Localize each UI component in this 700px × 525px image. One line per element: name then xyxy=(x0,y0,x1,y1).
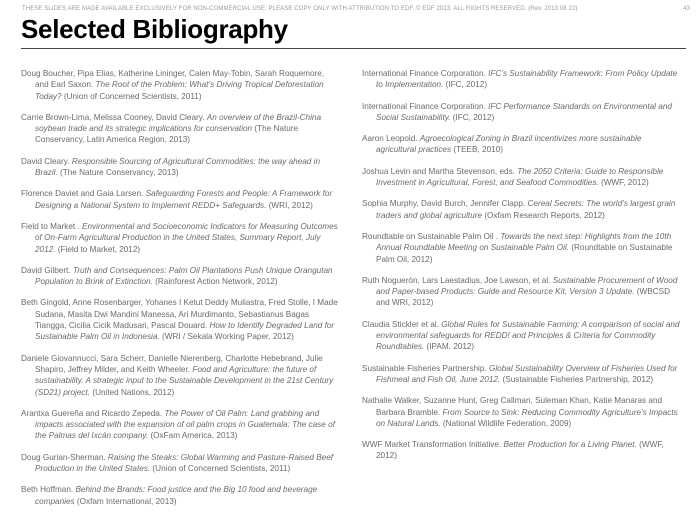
entry-authors: WWF Market Transformation Initiative. xyxy=(362,440,504,450)
entry-title: IFC’s Sustainability Framework: From Policy Update to Implementation. xyxy=(376,69,678,90)
bibliography-entry xyxy=(21,408,339,442)
bibliography-entry xyxy=(21,353,339,398)
entry-title: IFC Performance Standards on Environmental and Social Sustainability. xyxy=(376,101,672,122)
page-number: 43 xyxy=(683,6,690,12)
entry-title: An overview of the Brazil-China soybean trade and its strategic implications for conservation xyxy=(35,112,322,134)
entry-authors: Nathalie Walker, Suzanne Hunt, Greg Callman, Suleman Khan, Katie Manaras and Barbara Bramble. xyxy=(362,396,663,417)
entry-publisher: (Union of Concerned Scientists, 2011) xyxy=(150,464,291,474)
entry-authors: Doug Boucher, Pipa Elias, Katherine Lininger, Calen May-Tobin, Sarah Roquemore, and Earl Saxon. xyxy=(21,69,325,90)
entry-authors: Field to Market . xyxy=(21,221,82,231)
entry-authors: Roundtable on Sustainable Palm Oil . xyxy=(362,231,501,241)
entry-authors: Aaron Leopold. xyxy=(362,134,420,144)
entry-authors: International Finance Corporation. xyxy=(362,69,489,78)
entry-title: Better Production for a Living Planet. xyxy=(503,440,637,450)
entry-title: Responsible Sourcing of Agricultural Commodities: the way ahead in Brazil. xyxy=(35,156,320,178)
entry-publisher: (National Wildlife Federation, 2009) xyxy=(440,418,572,428)
entry-title: How to Identify Degraded Land for Sustainable Palm Oil in Indonesia. xyxy=(35,321,335,342)
bibliography-entry xyxy=(362,231,682,265)
bibliography-entry xyxy=(362,395,682,429)
entry-title: Behind the Brands: Food justice and the Big 10 food and beverage companies xyxy=(35,485,318,506)
copyright-notice: THESE SLIDES ARE MADE AVAILABLE EXCLUSIVELY FOR NON-COMMERCIAL USE. PLEASE COPY ONLY WITH ATTRIBUTION TO EDF. © EDF 2013. ALL RIGHTS RESERVED. (Rev. 2013 08 22) xyxy=(22,6,578,12)
entry-authors: Joshua Levin and Martha Stevenson, eds. xyxy=(362,166,518,176)
bibliography-entry xyxy=(21,484,339,507)
entry-title: Global Sustainability Overview of Fisheries Used for Fishmeal and Fish Oil, June 2012. xyxy=(376,363,678,384)
bibliography-entry xyxy=(21,221,339,255)
entry-title: Environmental and Socioeconomic Indicators for Measuring Outcomes of On-Farm Agricultural Production in the United States, Summary Report, July 2012. xyxy=(35,221,338,254)
entry-authors: Arantxa Guereña and Ricardo Zepeda. xyxy=(21,408,165,418)
entry-authors: Sustainable Fisheries Partnership. xyxy=(362,363,489,373)
bibliography-entry xyxy=(362,166,682,189)
entry-authors: Carrie Brown-Lima, Melissa Cooney, David Cleary. xyxy=(21,112,207,122)
bibliography-right-column xyxy=(362,68,682,472)
entry-publisher: (WBCSD and WRI, 2012) xyxy=(376,287,671,308)
entry-authors: International Finance Corporation. xyxy=(362,101,489,111)
bibliography-entry xyxy=(362,68,682,91)
entry-publisher: (Union of Concerned Scientists, 2011) xyxy=(61,91,202,101)
entry-authors: Doug Gurian-Sherman. xyxy=(21,452,108,462)
entry-publisher: (The Nature Conservancy, 2013) xyxy=(57,168,179,178)
entry-title: The Power of Oil Palm: Land grabbing and impacts associated with the expansion of oil palm crops in Guatemala: The case of the Palmas del Ixcán company. xyxy=(35,408,335,441)
entry-publisher: (The Nature Conservancy, Latin America Region, 2013) xyxy=(35,124,299,145)
bibliography-entry xyxy=(362,319,682,353)
entry-title: Global Rules for Sustainable Farming: A comparison of social and environmental safeguards for REDD! and Principles & Criteria for Commodity Roundtables. xyxy=(376,319,680,352)
entry-title: Cereal Secrets: The world’s largest grain traders and global agriculture xyxy=(376,199,676,220)
entry-authors: David Gilbert. xyxy=(21,265,73,275)
entry-authors: Ruth Noguerón, Lars Laestadius, Joe Lawson, et al. xyxy=(362,275,553,285)
bibliography-entry xyxy=(362,439,682,462)
entry-publisher: (IFC, 2012) xyxy=(443,80,488,90)
entry-title: Towards the next step: Highlights from the 10th Annual Roundtable Meeting on Sustainable Palm Oil. xyxy=(376,231,672,253)
bibliography-entry xyxy=(362,133,682,156)
entry-title: Truth and Consequences: Palm Oil Plantations Push Unique Orangutan Population to Brink of Extinction. xyxy=(35,265,333,287)
entry-title: The 2050 Criteria: Guide to Responsible Investment in Agricultural, Forest, and Seafood Commodities. xyxy=(376,166,664,188)
entry-publisher: (OxFam America, 2013) xyxy=(148,431,238,441)
bibliography-entry xyxy=(21,68,339,102)
bibliography-entry xyxy=(362,275,682,309)
entry-publisher: (WWF, 2012) xyxy=(598,178,649,188)
bibliography-entry xyxy=(21,188,339,211)
page-title: Selected Bibliography xyxy=(21,14,288,44)
entry-publisher: (WRI / Sekala Working Paper, 2012) xyxy=(159,332,294,342)
entry-authors: Claudia Stickler et al. xyxy=(362,319,442,329)
title-divider xyxy=(21,48,686,49)
entry-authors: Sophia Murphy, David Burch, Jennifer Clapp. xyxy=(362,199,528,209)
entry-publisher: (TEEB, 2010) xyxy=(451,145,503,155)
entry-title: Raising the Steaks: Global Warming and Pasture-Raised Beef Production in the United States. xyxy=(35,452,334,474)
entry-authors: David Cleary. xyxy=(21,156,72,166)
entry-publisher: (WWF, 2012) xyxy=(376,440,664,461)
entry-authors: Beth Hoffman. xyxy=(21,485,76,495)
entry-title: The Root of the Problem: What’s Driving Tropical Deforestation Today? xyxy=(35,80,324,101)
entry-publisher: (WRI, 2012) xyxy=(266,200,313,210)
entry-authors: Daniele Giovannucci, Sara Scherr, Danielle Nierenberg, Charlotte Hebebrand, Julie Shapiro, Jeffrey Milder, and Keith Wheeler. xyxy=(21,353,323,374)
bibliography-entry xyxy=(21,297,339,342)
entry-title: Agroecological Zoning in Brazil incentivizes more sustainable agricultural practices xyxy=(376,134,642,155)
bibliography-entry xyxy=(21,156,339,179)
entry-publisher: (IFC, 2012) xyxy=(450,112,495,122)
entry-publisher: (Field to Market, 2012) xyxy=(55,244,141,254)
entry-authors: Florence Daviet and Gaia Larsen. xyxy=(21,189,146,199)
bibliography-entry xyxy=(21,265,339,288)
entry-publisher: (Sustainable Fisheries Partnership, 2012) xyxy=(500,374,654,384)
bibliography-entry xyxy=(21,112,339,146)
entry-authors: Beth Gingold, Anne Rosenbarger, Yohanes I Ketut Deddy Muliastra, Fred Stolle, I Made Sudana, Masita Dwi Mandini Manessa, Ari Murdimanto, Sebastianus Bagas Tiangga, Cicilia Cicik Madusari, Pascal Douard. xyxy=(21,298,338,331)
entry-title: Sustainable Procurement of Wood and Paper-based Products: Guide and Resource Kit, Version 3 Update. xyxy=(376,275,678,297)
entry-publisher: (Oxfam International, 2013) xyxy=(74,496,177,506)
entry-title: From Source to Sink: Reducing Commodity Agriculture’s Impacts on Natural Lands. xyxy=(376,407,678,428)
entry-title: Safeguarding Forests and People: A Framework for Designing a National System to Implement REDD+ Safeguards. xyxy=(35,189,333,210)
bibliography-entry xyxy=(362,198,682,221)
bibliography-entry xyxy=(21,452,339,475)
bibliography-entry xyxy=(362,101,682,124)
bibliography-left-column xyxy=(21,68,339,517)
entry-publisher: (Oxfam Research Reports, 2012) xyxy=(482,210,605,220)
entry-title: Food and Agriculture: the future of sustainability. A strategic input to the Sustainable Development in the 21st Century (SD21) project. xyxy=(35,364,334,397)
entry-publisher: (United Nations, 2012) xyxy=(90,387,175,397)
bibliography-entry xyxy=(362,363,682,386)
entry-publisher: (Rainforest Action Network, 2012) xyxy=(152,277,278,287)
entry-publisher: (Roundtable on Sustainable Palm Oil, 2012) xyxy=(376,243,673,264)
entry-publisher: (IPAM, 2012) xyxy=(424,342,475,352)
